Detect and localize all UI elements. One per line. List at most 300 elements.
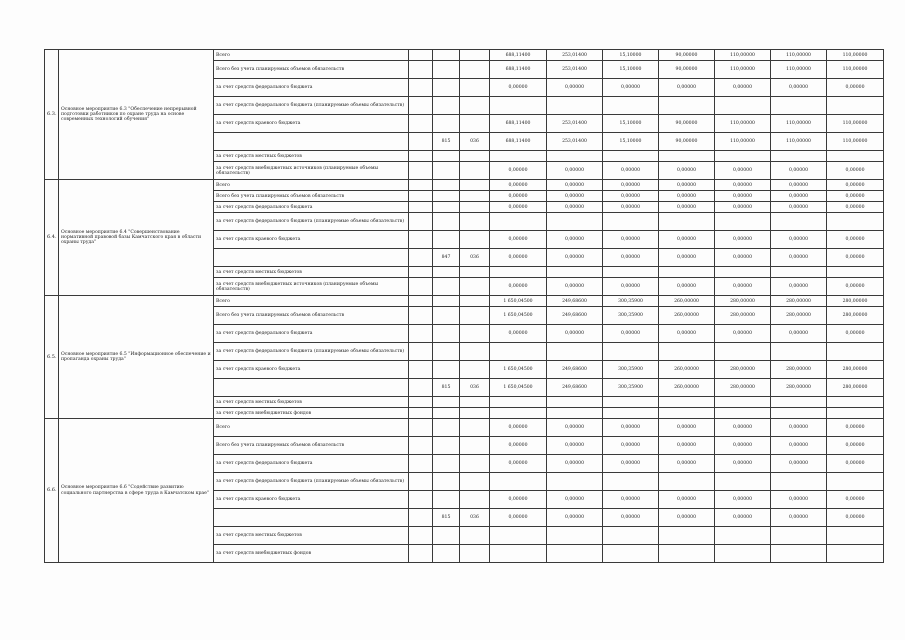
value-cell: 0,00000 [659, 455, 715, 473]
value-cell [827, 97, 884, 115]
value-cell: 0,00000 [490, 231, 547, 249]
value-cell: 0,00000 [827, 455, 884, 473]
value-cell: 0,00000 [715, 202, 771, 213]
value-cell: 15,10000 [603, 133, 659, 151]
code-cell [433, 325, 460, 343]
value-cell: 0,00000 [659, 509, 715, 527]
code-cell [460, 343, 490, 361]
value-cell [827, 151, 884, 162]
value-cell: 110,00000 [771, 115, 827, 133]
value-cell [659, 267, 715, 278]
value-cell: 0,00000 [827, 437, 884, 455]
blank-cell [409, 408, 433, 419]
value-cell: 0,00000 [603, 202, 659, 213]
measure-title: Основное мероприятие 6.4 "Совершенствование нормативной правовой базы Камчатского края в области охраны труда" [59, 180, 214, 296]
funding-source: за счет средств федерального бюджета (планируемые объемы обязательств) [214, 213, 409, 231]
measure-title: Основное мероприятие 6.3 "Обеспечение непрерывной подготовки работников по охране труда на основе современных технологий обучения" [59, 50, 214, 180]
value-cell [715, 527, 771, 545]
blank-cell [409, 267, 433, 278]
value-cell [547, 343, 603, 361]
value-cell [547, 213, 603, 231]
blank-cell [409, 296, 433, 307]
blank-cell [409, 79, 433, 97]
value-cell: 0,00000 [490, 278, 547, 296]
code-cell [460, 97, 490, 115]
value-cell: 1 650,04500 [490, 307, 547, 325]
funding-source: за счет средств федерального бюджета [214, 455, 409, 473]
funding-source: Всего [214, 180, 409, 191]
value-cell: 0,00000 [771, 180, 827, 191]
blank-cell [409, 307, 433, 325]
code-cell [460, 437, 490, 455]
value-cell [547, 473, 603, 491]
code-cell [433, 437, 460, 455]
value-cell [603, 473, 659, 491]
value-cell [771, 97, 827, 115]
value-cell: 688,11400 [490, 61, 547, 79]
blank-cell [409, 419, 433, 437]
value-cell [659, 473, 715, 491]
value-cell [547, 151, 603, 162]
funding-source: Всего [214, 419, 409, 437]
blank-cell [409, 180, 433, 191]
value-cell: 0,00000 [771, 437, 827, 455]
code-cell [460, 213, 490, 231]
value-cell [715, 473, 771, 491]
value-cell: 0,00000 [827, 180, 884, 191]
funding-source: за счет средств краевого бюджета [214, 231, 409, 249]
value-cell [659, 527, 715, 545]
value-cell: 0,00000 [659, 325, 715, 343]
value-cell: 0,00000 [771, 162, 827, 180]
value-cell [827, 267, 884, 278]
value-cell: 0,00000 [603, 509, 659, 527]
value-cell [603, 343, 659, 361]
value-cell: 249,68600 [547, 296, 603, 307]
value-cell: 0,00000 [827, 491, 884, 509]
value-cell: 0,00000 [547, 509, 603, 527]
value-cell: 0,00000 [771, 278, 827, 296]
value-cell: 300,35900 [603, 361, 659, 379]
code-cell [460, 419, 490, 437]
value-cell: 280,00000 [715, 361, 771, 379]
value-cell [827, 545, 884, 563]
value-cell: 0,00000 [827, 419, 884, 437]
funding-source: за счет средств местных бюджетов [214, 397, 409, 408]
code-cell: 815 [433, 133, 460, 151]
value-cell: 280,00000 [715, 379, 771, 397]
value-cell: 0,00000 [827, 509, 884, 527]
code-cell [460, 61, 490, 79]
value-cell [603, 545, 659, 563]
blank-cell [409, 213, 433, 231]
value-cell: 0,00000 [490, 180, 547, 191]
value-cell [827, 527, 884, 545]
value-cell [771, 527, 827, 545]
value-cell: 0,00000 [715, 180, 771, 191]
value-cell: 0,00000 [771, 191, 827, 202]
value-cell: 280,00000 [771, 296, 827, 307]
blank-cell [409, 491, 433, 509]
value-cell: 280,00000 [771, 361, 827, 379]
value-cell [659, 151, 715, 162]
code-cell [433, 97, 460, 115]
value-cell: 0,00000 [603, 491, 659, 509]
value-cell [715, 397, 771, 408]
value-cell: 0,00000 [659, 162, 715, 180]
value-cell: 0,00000 [659, 191, 715, 202]
value-cell: 0,00000 [547, 278, 603, 296]
code-cell [460, 325, 490, 343]
blank-cell [409, 361, 433, 379]
value-cell: 260,00000 [659, 361, 715, 379]
value-cell [659, 97, 715, 115]
value-cell: 0,00000 [603, 162, 659, 180]
value-cell: 0,00000 [659, 491, 715, 509]
value-cell: 300,35900 [603, 296, 659, 307]
value-cell: 15,10000 [603, 61, 659, 79]
value-cell [771, 343, 827, 361]
value-cell: 280,00000 [715, 307, 771, 325]
value-cell: 280,00000 [715, 296, 771, 307]
code-cell: 036 [460, 379, 490, 397]
code-cell: 815 [433, 509, 460, 527]
value-cell: 0,00000 [547, 162, 603, 180]
funding-source: за счет средств местных бюджетов [214, 527, 409, 545]
value-cell: 260,00000 [659, 296, 715, 307]
code-cell [460, 180, 490, 191]
code-cell [460, 527, 490, 545]
blank-cell [409, 231, 433, 249]
value-cell: 0,00000 [715, 249, 771, 267]
code-cell [460, 50, 490, 61]
value-cell: 90,00000 [659, 50, 715, 61]
funding-source: за счет средств местных бюджетов [214, 151, 409, 162]
measure-number: 6.5. [45, 296, 59, 419]
value-cell: 0,00000 [771, 325, 827, 343]
blank-cell [409, 133, 433, 151]
code-cell [433, 115, 460, 133]
value-cell: 110,00000 [827, 50, 884, 61]
table-row [45, 180, 884, 191]
value-cell: 0,00000 [547, 191, 603, 202]
code-cell: 847 [433, 249, 460, 267]
code-cell [460, 545, 490, 563]
funding-source: за счет средств внебюджетных фондов [214, 408, 409, 419]
code-cell [460, 151, 490, 162]
code-cell [460, 307, 490, 325]
value-cell [659, 397, 715, 408]
value-cell: 110,00000 [715, 50, 771, 61]
value-cell [603, 151, 659, 162]
value-cell: 0,00000 [827, 79, 884, 97]
funding-source: за счет средств федерального бюджета [214, 79, 409, 97]
value-cell: 0,00000 [659, 202, 715, 213]
funding-source: за счет средств краевого бюджета [214, 115, 409, 133]
code-cell [433, 202, 460, 213]
funding-source: за счет средств федерального бюджета (планируемые объемы обязательств) [214, 473, 409, 491]
value-cell [827, 213, 884, 231]
code-cell [433, 162, 460, 180]
value-cell: 300,35900 [603, 379, 659, 397]
value-cell: 253,01400 [547, 61, 603, 79]
code-cell [433, 545, 460, 563]
value-cell: 260,00000 [659, 379, 715, 397]
funding-source [214, 133, 409, 151]
value-cell [547, 267, 603, 278]
value-cell: 0,00000 [603, 419, 659, 437]
value-cell: 0,00000 [603, 191, 659, 202]
value-cell [771, 267, 827, 278]
table-row [45, 296, 884, 307]
value-cell: 0,00000 [827, 202, 884, 213]
value-cell [715, 97, 771, 115]
value-cell: 0,00000 [715, 455, 771, 473]
code-cell [460, 162, 490, 180]
value-cell [490, 343, 547, 361]
value-cell [603, 213, 659, 231]
value-cell [827, 473, 884, 491]
value-cell [547, 527, 603, 545]
code-cell [433, 307, 460, 325]
value-cell: 110,00000 [827, 115, 884, 133]
value-cell [771, 151, 827, 162]
value-cell: 1 650,04500 [490, 379, 547, 397]
funding-source: Всего без учета планируемых объемов обязательств [214, 191, 409, 202]
blank-cell [409, 151, 433, 162]
value-cell: 0,00000 [715, 79, 771, 97]
value-cell: 280,00000 [771, 307, 827, 325]
value-cell: 688,11400 [490, 50, 547, 61]
funding-source: за счет средств местных бюджетов [214, 267, 409, 278]
value-cell: 0,00000 [547, 491, 603, 509]
value-cell [715, 545, 771, 563]
value-cell [490, 213, 547, 231]
value-cell: 0,00000 [547, 455, 603, 473]
value-cell: 0,00000 [547, 231, 603, 249]
value-cell: 0,00000 [490, 325, 547, 343]
code-cell [433, 419, 460, 437]
value-cell: 0,00000 [490, 191, 547, 202]
value-cell: 0,00000 [659, 419, 715, 437]
funding-source: за счет средств внебюджетных фондов [214, 545, 409, 563]
code-cell [433, 527, 460, 545]
value-cell: 253,01400 [547, 50, 603, 61]
value-cell: 0,00000 [715, 419, 771, 437]
value-cell: 0,00000 [603, 455, 659, 473]
value-cell [603, 527, 659, 545]
value-cell [490, 408, 547, 419]
value-cell: 110,00000 [715, 133, 771, 151]
value-cell: 0,00000 [490, 162, 547, 180]
value-cell: 0,00000 [490, 455, 547, 473]
value-cell: 249,68600 [547, 361, 603, 379]
code-cell [433, 343, 460, 361]
value-cell [659, 213, 715, 231]
blank-cell [409, 545, 433, 563]
value-cell: 110,00000 [771, 133, 827, 151]
value-cell [547, 97, 603, 115]
value-cell [827, 343, 884, 361]
value-cell: 280,00000 [827, 361, 884, 379]
code-cell [460, 231, 490, 249]
value-cell: 0,00000 [715, 325, 771, 343]
code-cell: 036 [460, 509, 490, 527]
value-cell [603, 97, 659, 115]
value-cell [659, 545, 715, 563]
value-cell: 0,00000 [771, 249, 827, 267]
code-cell: 815 [433, 379, 460, 397]
code-cell: 036 [460, 249, 490, 267]
code-cell [460, 278, 490, 296]
funding-source: за счет средств краевого бюджета [214, 491, 409, 509]
value-cell [547, 397, 603, 408]
value-cell: 0,00000 [547, 202, 603, 213]
value-cell: 15,10000 [603, 50, 659, 61]
value-cell: 1 650,04500 [490, 296, 547, 307]
code-cell [433, 455, 460, 473]
blank-cell [409, 437, 433, 455]
value-cell: 0,00000 [771, 231, 827, 249]
funding-source: Всего без учета планируемых объемов обязательств [214, 307, 409, 325]
value-cell [603, 397, 659, 408]
value-cell: 253,01400 [547, 133, 603, 151]
value-cell [490, 267, 547, 278]
code-cell [460, 491, 490, 509]
code-cell [433, 491, 460, 509]
blank-cell [409, 509, 433, 527]
value-cell: 0,00000 [603, 325, 659, 343]
code-cell [433, 50, 460, 61]
value-cell: 0,00000 [659, 231, 715, 249]
funding-source: за счет средств федерального бюджета (планируемые объемы обязательств) [214, 97, 409, 115]
value-cell: 688,11400 [490, 133, 547, 151]
code-cell [433, 213, 460, 231]
value-cell [659, 408, 715, 419]
measure-number: 6.6. [45, 419, 59, 563]
value-cell [490, 151, 547, 162]
value-cell: 0,00000 [827, 325, 884, 343]
value-cell: 0,00000 [771, 491, 827, 509]
value-cell: 0,00000 [547, 437, 603, 455]
funding-source: Всего без учета планируемых объемов обязательств [214, 437, 409, 455]
code-cell [433, 61, 460, 79]
funding-source [214, 509, 409, 527]
blank-cell [409, 97, 433, 115]
code-cell [460, 115, 490, 133]
value-cell: 0,00000 [827, 278, 884, 296]
value-cell: 0,00000 [659, 278, 715, 296]
value-cell: 249,68600 [547, 379, 603, 397]
value-cell: 260,00000 [659, 307, 715, 325]
value-cell: 110,00000 [715, 115, 771, 133]
value-cell: 90,00000 [659, 133, 715, 151]
table-row [45, 419, 884, 437]
value-cell [771, 397, 827, 408]
value-cell [490, 473, 547, 491]
funding-source: Всего без учета планируемых объемов обязательств [214, 61, 409, 79]
value-cell: 0,00000 [827, 231, 884, 249]
value-cell [490, 97, 547, 115]
budget-sheet [44, 49, 868, 563]
value-cell: 90,00000 [659, 115, 715, 133]
blank-cell [409, 278, 433, 296]
value-cell: 0,00000 [490, 202, 547, 213]
code-cell [460, 455, 490, 473]
value-cell: 110,00000 [771, 61, 827, 79]
value-cell: 0,00000 [490, 437, 547, 455]
value-cell [490, 545, 547, 563]
value-cell: 253,01400 [547, 115, 603, 133]
blank-cell [409, 115, 433, 133]
blank-cell [409, 50, 433, 61]
value-cell: 0,00000 [490, 491, 547, 509]
value-cell [490, 397, 547, 408]
code-cell [433, 231, 460, 249]
blank-cell [409, 249, 433, 267]
code-cell [460, 473, 490, 491]
value-cell: 0,00000 [827, 162, 884, 180]
code-cell [433, 361, 460, 379]
value-cell [715, 151, 771, 162]
value-cell [715, 408, 771, 419]
value-cell: 0,00000 [827, 191, 884, 202]
measure-title: Основное мероприятие 6.5 "Информационное обеспечение и пропаганда охраны труда" [59, 296, 214, 419]
blank-cell [409, 325, 433, 343]
code-cell [433, 151, 460, 162]
value-cell: 0,00000 [547, 180, 603, 191]
value-cell: 0,00000 [715, 509, 771, 527]
value-cell: 110,00000 [827, 61, 884, 79]
value-cell: 0,00000 [490, 419, 547, 437]
value-cell [827, 397, 884, 408]
value-cell: 280,00000 [827, 379, 884, 397]
funding-source: за счет средств федерального бюджета (планируемые объемы обязательств) [214, 343, 409, 361]
code-cell [460, 79, 490, 97]
code-cell [433, 278, 460, 296]
value-cell: 688,11400 [490, 115, 547, 133]
value-cell: 249,68600 [547, 307, 603, 325]
value-cell: 0,00000 [490, 79, 547, 97]
code-cell [460, 397, 490, 408]
value-cell [603, 408, 659, 419]
value-cell: 0,00000 [715, 231, 771, 249]
value-cell [715, 213, 771, 231]
value-cell: 280,00000 [827, 307, 884, 325]
funding-source: за счет средств внебюджетных источников (планируемые объемы обязательств) [214, 278, 409, 296]
value-cell: 0,00000 [659, 249, 715, 267]
value-cell: 280,00000 [771, 379, 827, 397]
value-cell: 0,00000 [715, 191, 771, 202]
funding-source: Всего [214, 296, 409, 307]
value-cell [659, 343, 715, 361]
value-cell: 0,00000 [659, 180, 715, 191]
blank-cell [409, 61, 433, 79]
code-cell [433, 296, 460, 307]
code-cell [433, 408, 460, 419]
blank-cell [409, 527, 433, 545]
funding-source: за счет средств федерального бюджета [214, 325, 409, 343]
blank-cell [409, 162, 433, 180]
funding-source: за счет средств краевого бюджета [214, 361, 409, 379]
value-cell [603, 267, 659, 278]
value-cell: 300,35900 [603, 307, 659, 325]
value-cell [547, 408, 603, 419]
value-cell: 0,00000 [771, 419, 827, 437]
value-cell: 0,00000 [659, 437, 715, 455]
value-cell: 110,00000 [715, 61, 771, 79]
value-cell [771, 408, 827, 419]
